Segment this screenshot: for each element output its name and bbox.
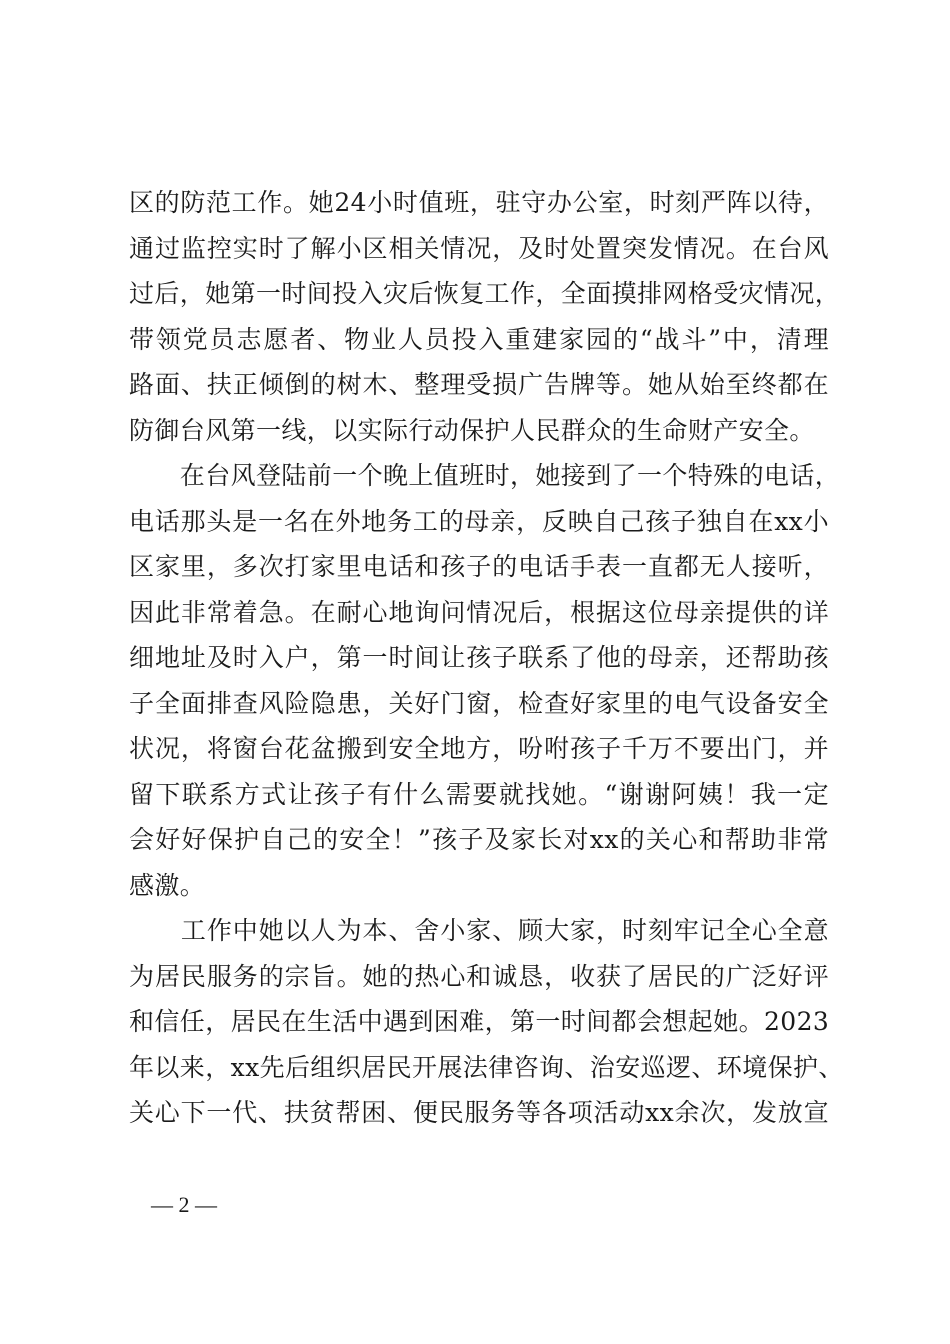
text-line: 留下联系方式让孩子有什么需要就找她。“谢谢阿姨！我一定 <box>129 779 829 809</box>
text-line: 在台风登陆前一个晚上值班时，她接到了一个特殊的电话， <box>129 461 841 490</box>
text-line: 区家里，多次打家里电话和孩子的电话手表一直都无人接听， <box>129 552 829 581</box>
text-line: 年以来，xx先后组织居民开展法律咨询、治安巡逻、环境保护、 <box>129 1052 844 1082</box>
text-line: 关心下一代、扶贫帮困、便民服务等各项活动xx余次，发放宣 <box>129 1098 829 1127</box>
text-line: 因此非常着急。在耐心地询问情况后，根据这位母亲提供的详 <box>129 597 829 627</box>
text-line: 通过监控实时了解小区相关情况，及时处置突发情况。在台风 <box>129 233 829 263</box>
body-text <box>129 180 844 1136</box>
text-line: 子全面排查风险隐患，关好门窗，检查好家里的电气设备安全 <box>129 688 829 718</box>
text-line: 细地址及时入户，第一时间让孩子联系了他的母亲，还帮助孩 <box>129 643 829 672</box>
text-line: 电话那头是一名在外地务工的母亲，反映自己孩子独自在xx小 <box>129 506 829 536</box>
page-number: — 2 — <box>151 1192 217 1217</box>
text-line: 过后，她第一时间投入灾后恢复工作，全面摸排网格受灾情况， <box>129 279 841 308</box>
text-line: 防御台风第一线，以实际行动保护人民群众的生命财产安全。 <box>129 415 815 445</box>
text-line: 会好好保护自己的安全！”孩子及家长对xx的关心和帮助非常 <box>129 825 829 854</box>
text-line: 区的防范工作。她24小时值班，驻守办公室，时刻严阵以待， <box>129 188 829 217</box>
text-line: 状况，将窗台花盆搬到安全地方，吩咐孩子千万不要出门，并 <box>129 734 829 763</box>
text-line: 和信任，居民在生活中遇到困难，第一时间都会想起她。2023 <box>129 1007 830 1036</box>
text-line: 路面、扶正倾倒的树木、整理受损广告牌等。她从始至终都在 <box>129 370 829 399</box>
text-line: 工作中她以人为本、舍小家、顾大家，时刻牢记全心全意 <box>129 916 829 945</box>
text-line: 带领党员志愿者、物业人员投入重建家园的“战斗”中，清理 <box>129 324 829 354</box>
text-line: 感激。 <box>129 870 206 900</box>
text-line: 为居民服务的宗旨。她的热心和诚恳，收获了居民的广泛好评 <box>129 961 829 991</box>
